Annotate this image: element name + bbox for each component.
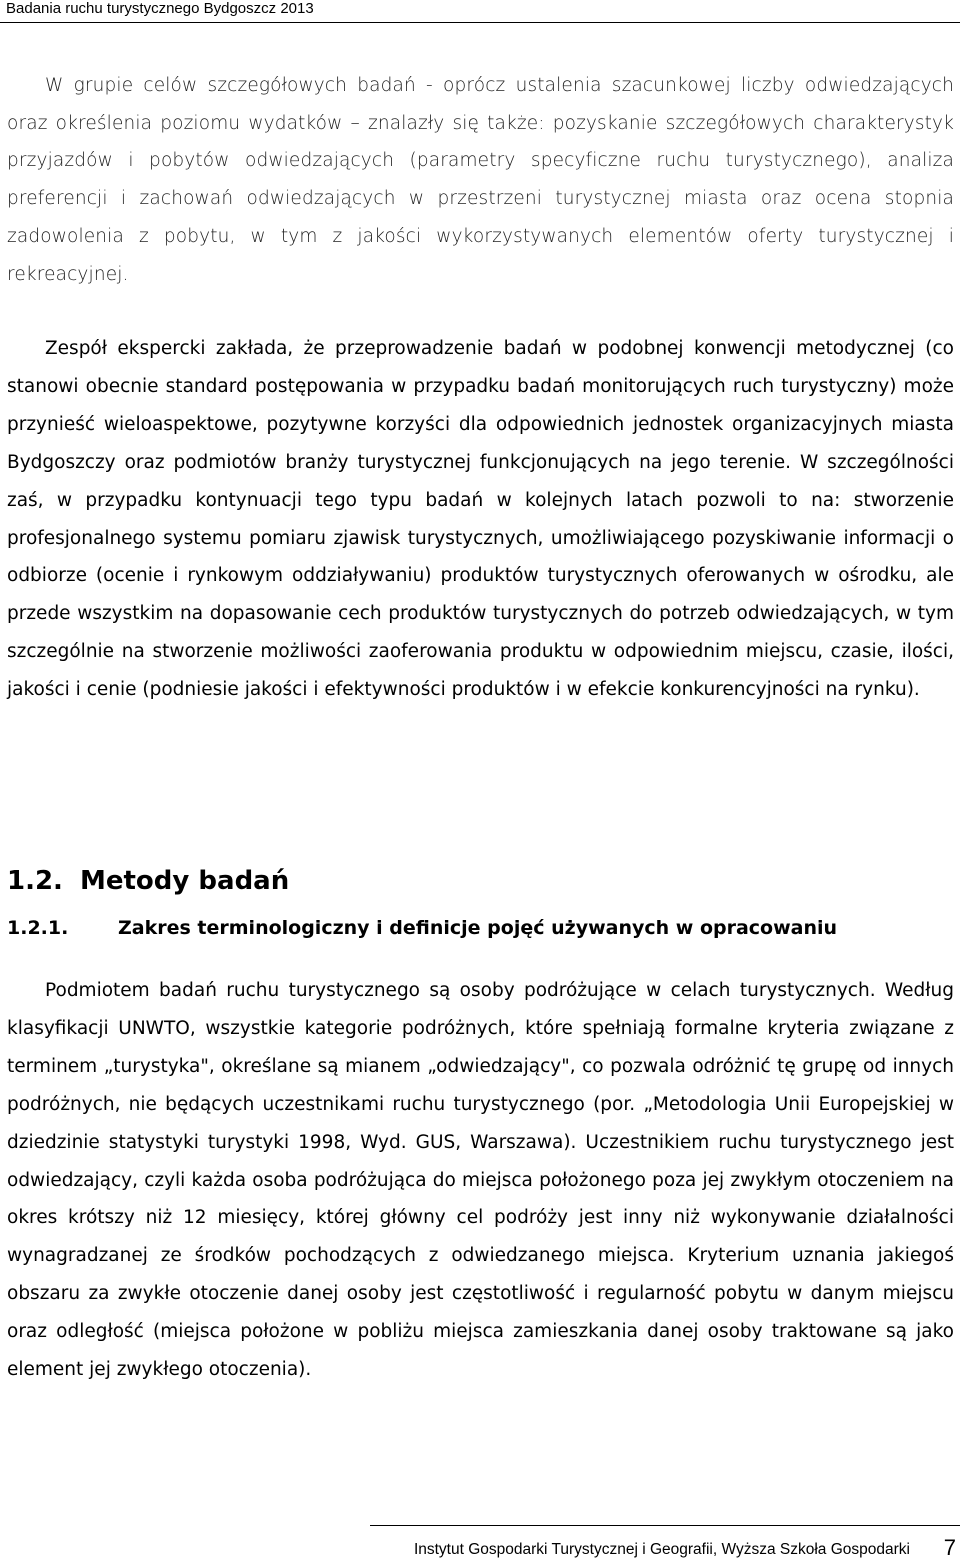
header-rule bbox=[0, 22, 960, 23]
section-title: Metody badań bbox=[80, 866, 290, 896]
section-number: 1.2. bbox=[7, 866, 63, 896]
section-heading bbox=[7, 861, 289, 901]
paragraph-expert-team: Zespół ekspercki zakłada, że przeprowadzenie badań w podobnej konwencji metodycznej (co stanowi obecnie standard postępowania w przypadku badań monitorujących ruch turystyczny) może przynieść wieloaspektowe, pozytywne korzyści dla odpowiednich jednostek organizacyjnych miasta Bydgoszczy oraz podmiotów branży turystycznej funkcjonujących na jego terenie. W szczególności zaś, w przypadku kontynuacji tego typu badań w kolejnych latach pozwoli to na: stworzenie profesjonalnego systemu pomiaru zjawisk turystycznych, umożliwiającego pozyskiwanie informacji o odbiorze (ocenie i rynkowym oddziaływaniu) produktów turystycznych oferowanych w ośrodku, ale przede wszystkim na dopasowanie cech produktów turystycznych do potrzeb odwiedzających, w tym szczególnie na stworzenie możliwości zaoferowania produktu w odpowiednim miejscu, czasie, ilości, jakości i cenie (podniesie jakości i efektywności produktów i w efekcie konkurencyjności na rynku). bbox=[7, 338, 954, 701]
footer-institution: Instytut Gospodarki Turystycznej i Geografii, Wyższa Szkoła Gospodarki bbox=[413, 1541, 910, 1558]
running-header: Badania ruchu turystycznego Bydgoszcz 2013 bbox=[6, 0, 314, 17]
subsection-title: Zakres terminologiczny i definicje pojęć używanych w opracowaniu bbox=[118, 917, 838, 939]
subsection-heading bbox=[7, 913, 837, 943]
page-number: 7 bbox=[943, 1535, 956, 1560]
subsection-number: 1.2.1. bbox=[7, 917, 69, 939]
paragraph-terminology: Podmiotem badań ruchu turystycznego są osoby podróżujące w celach turystycznych. Według klasyfikacji UNWTO, wszystkie kategorie podróżnych, które spełniają formalne kryteria związane z terminem „turystyka", określane są mianem „odwiedzający", co pozwala odróżnić tę grupę od innych podróżnych, nie będących uczestnikami ruchu turystycznego (por. „Metodologia Unii Europejskiej w dziedzinie statystyki turystyki 1998, Wyd. GUS, Warszawa). Uczestnikiem ruchu turystycznego jest odwiedzający, czyli każda osoba podróżująca do miejsca położonego poza jej zwykłym otoczeniem na okres krótszy niż 12 miesięcy, której główny cel podróży jest inny niż wykonywanie działalności wynagradzanej ze środków pochodzących z odwiedzanego miejsca. Kryterium uznania jakiegoś obszaru za zwykłe otoczenie danej osoby jest częstotliwość i regularność pobytu w danym miejscu oraz odległość (miejsca położone w pobliżu miejsca zamieszkania danej osoby traktowane są jako element jej zwykłego otoczenia). bbox=[7, 980, 954, 1381]
paragraph-objectives: W grupie celów szczegółowych badań - oprócz ustalenia szacunkowej liczby odwiedzających oraz określenia poziomu wydatków – znalazły się także: pozyskanie szczegółowych charakterystyk przyjazdów i pobytów odwiedzających (parametry specyficzne ruchu turystycznego), analiza preferencji i zachowań odwiedzających w przestrzeni turystycznej miasta oraz ocena stopnia zadowolenia z pobytu, w tym z jakości wykorzystywanych elementów oferty turystycznej i rekreacyjnej. bbox=[7, 75, 954, 285]
footer-rule bbox=[370, 1525, 960, 1526]
